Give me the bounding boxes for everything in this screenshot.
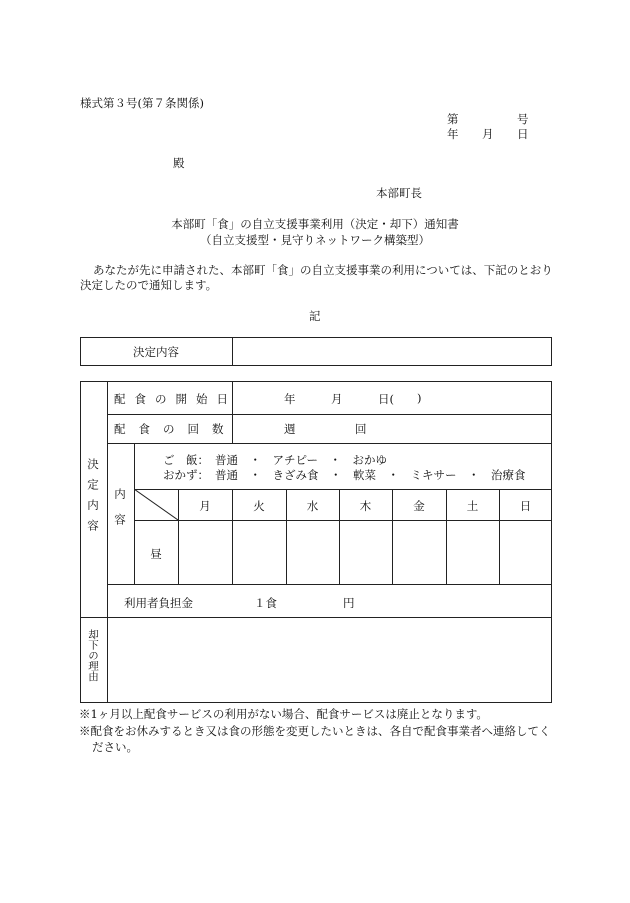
doc-number-prefix: 第 xyxy=(447,112,459,126)
document-title: 本部町「食」の自立支援事業利用（決定・却下）通知書 xyxy=(171,217,459,231)
meal-label-lunch: 昼 xyxy=(150,547,162,561)
diagonal-slash xyxy=(134,489,178,520)
cost-unit: １食 xyxy=(254,596,277,610)
naiyou-label: 内容 xyxy=(113,488,127,539)
issuer-title: 本部町長 xyxy=(376,186,422,200)
weekday-tue: 火 xyxy=(253,499,265,513)
weekday-thu: 木 xyxy=(359,499,372,513)
ki-label: 記 xyxy=(309,309,321,323)
details-side-label: 決定内容 xyxy=(86,458,100,540)
weekday-fri: 金 xyxy=(413,499,425,513)
note-2-line-1: ※配食をお休みするとき又は食の形態を変更したいときは、各自で配食事業者へ連絡してく xyxy=(79,724,551,738)
start-date-day: 日( xyxy=(378,392,394,406)
frequency-times: 回 xyxy=(355,422,367,436)
decision-label: 決定内容 xyxy=(133,345,179,359)
rice-options: 普通 ・ アチピー ・ おかゆ xyxy=(215,453,388,467)
cost-currency: 円 xyxy=(343,596,355,610)
weekday-wed: 水 xyxy=(306,499,319,513)
weekday-sun: 日 xyxy=(519,499,532,513)
rice-label: ご 飯： xyxy=(163,453,209,467)
body-line-1: あなたが先に申請された、本部町「食」の自立支援事業の利用については、下記のとおり xyxy=(93,263,553,277)
rejection-label: 却下の理由 xyxy=(87,629,99,682)
side-dish-label: おかず： xyxy=(163,468,209,482)
start-date-close: ) xyxy=(417,391,422,405)
start-date-label: 配食の開始日 xyxy=(114,392,237,406)
document-subtitle: （自立支援型・見守りネットワーク構築型） xyxy=(200,233,430,247)
note-2-line-2: ださい。 xyxy=(92,740,138,754)
note-1: ※1ヶ月以上配食サービスの利用がない場合、配食サービスは廃止となります。 xyxy=(79,707,488,721)
cost-label: 利用者負担金 xyxy=(124,596,193,610)
body-line-2: 決定したので通知します。 xyxy=(80,278,218,292)
date-day: 日 xyxy=(517,127,529,141)
side-dish-options: 普通 ・ きざみ食 ・ 軟菜 ・ ミキサー ・ 治療食 xyxy=(215,468,526,482)
frequency-label: 配食の回数 xyxy=(114,422,237,436)
weekday-mon: 月 xyxy=(199,499,211,513)
start-date-month: 月 xyxy=(331,392,343,406)
weekday-sat: 土 xyxy=(466,499,479,513)
doc-number-suffix: 号 xyxy=(517,112,529,126)
addressee-honorific: 殿 xyxy=(173,156,185,170)
frequency-week: 週 xyxy=(284,422,296,436)
form-number: 様式第３号(第７条関係) xyxy=(80,96,204,110)
date-month: 月 xyxy=(482,127,494,141)
start-date-year: 年 xyxy=(284,392,296,406)
date-year: 年 xyxy=(447,127,459,141)
